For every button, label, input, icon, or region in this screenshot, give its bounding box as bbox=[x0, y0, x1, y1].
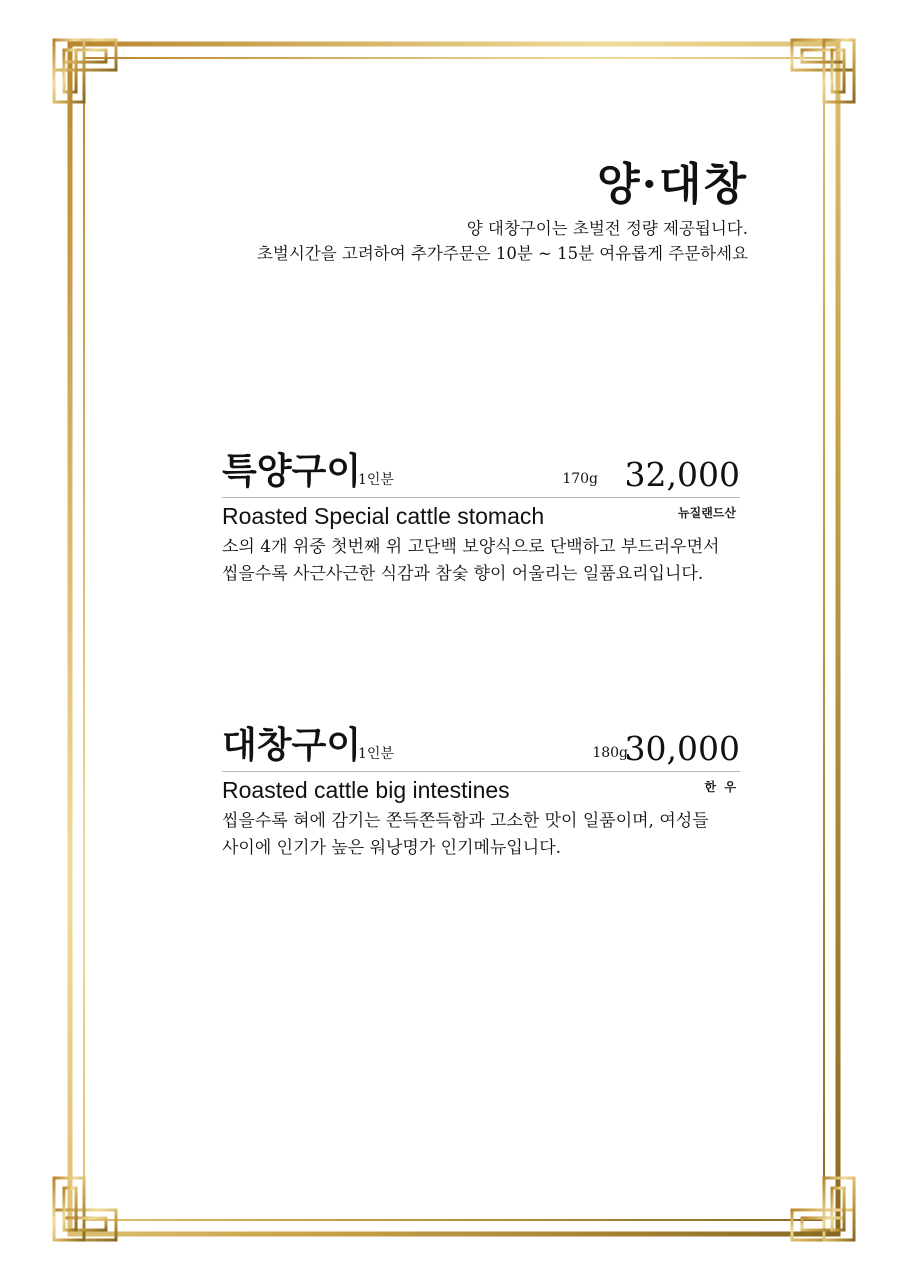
description-line: 사이에 인기가 높은 워낭명가 인기메뉴입니다. bbox=[222, 838, 562, 858]
description-line: 씹을수록 사근사근한 식감과 참숯 향이 어울리는 일품요리입니다. bbox=[222, 564, 704, 584]
description-line: 소의 4개 위중 첫번째 위 고단백 보양식으로 단백하고 부드러우면서 bbox=[222, 537, 720, 557]
menu-item bbox=[222, 719, 740, 862]
menu-item-english-name: Roasted cattle big intestines bbox=[222, 777, 510, 803]
corner-ornament-bottom-left bbox=[54, 1178, 116, 1240]
menu-item-description bbox=[222, 534, 740, 588]
section-header bbox=[257, 160, 748, 266]
corner-ornament-top-right bbox=[792, 40, 854, 102]
corner-ornament-bottom-right bbox=[792, 1178, 854, 1240]
description-line: 씹을수록 혀에 감기는 쫀득쫀득함과 고소한 맛이 일품이며, 여성들 bbox=[222, 811, 709, 831]
menu-item-portion: 1인분 bbox=[358, 746, 394, 762]
menu-item-english-name: Roasted Special cattle stomach bbox=[222, 503, 545, 529]
section-note-2: 초벌시간을 고려하여 추가주문은 10분 ~ 15분 여유롭게 주문하세요 bbox=[256, 244, 748, 263]
corner-ornament-top-left bbox=[54, 40, 116, 102]
menu-item-name: 특양구이 bbox=[222, 450, 362, 492]
menu-item-price: 30,000 bbox=[624, 729, 740, 768]
menu-item-origin: 한 우 bbox=[704, 780, 736, 794]
menu-item-description bbox=[222, 808, 740, 862]
menu-item-price: 32,000 bbox=[624, 455, 740, 494]
menu-item-origin: 뉴질랜드산 bbox=[678, 506, 736, 520]
menu-item-name: 대창구이 bbox=[222, 724, 362, 766]
section-notes bbox=[257, 216, 748, 266]
menu-item-english-row bbox=[222, 772, 740, 808]
menu-item-portion: 1인분 bbox=[358, 472, 394, 488]
section-note-1: 양 대창구이는 초벌전 정량 제공됩니다. bbox=[466, 219, 748, 238]
menu-item-weight: 180g bbox=[592, 745, 628, 761]
menu-item-header bbox=[222, 445, 740, 497]
menu-item-weight: 170g bbox=[562, 471, 598, 487]
section-title: 양·대창 bbox=[597, 159, 748, 210]
menu-item bbox=[222, 445, 740, 588]
menu-item-english-row bbox=[222, 498, 740, 534]
menu-item-header bbox=[222, 719, 740, 771]
